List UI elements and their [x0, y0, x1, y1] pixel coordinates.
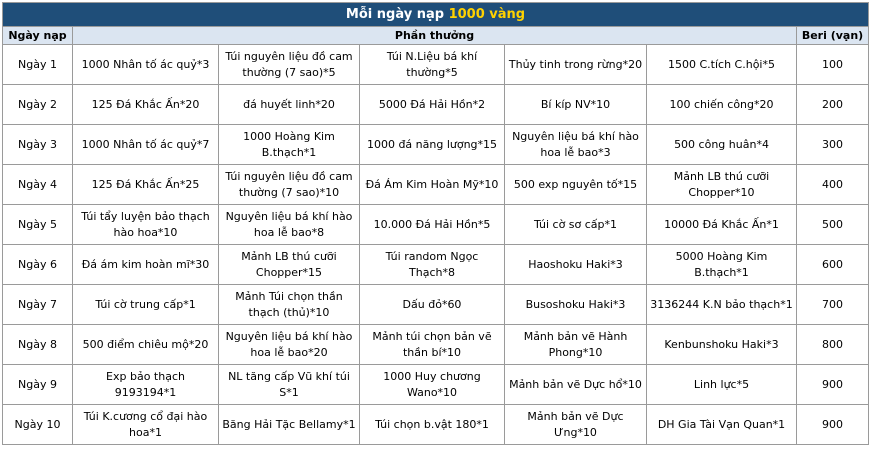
beri-cell: 700	[797, 285, 869, 325]
reward-cell: Túi chọn b.vật 180*1	[360, 405, 505, 445]
table-title	[3, 3, 869, 27]
reward-cell: 100 chiến công*20	[647, 85, 797, 125]
reward-cell: Bí kíp NV*10	[505, 85, 647, 125]
reward-cell: DH Gia Tài Vạn Quan*1	[647, 405, 797, 445]
beri-cell: 400	[797, 165, 869, 205]
beri-cell: 300	[797, 125, 869, 165]
table-row	[3, 45, 869, 85]
reward-cell: 125 Đá Khắc Ấn*20	[73, 85, 219, 125]
reward-cell: 500 exp nguyên tố*15	[505, 165, 647, 205]
beri-cell: 600	[797, 245, 869, 285]
table-row	[3, 365, 869, 405]
reward-cell: Kenbunshoku Haki*3	[647, 325, 797, 365]
reward-cell: Mảnh túi chọn bản vẽ thần bí*10	[360, 325, 505, 365]
reward-cell: 1000 Nhân tố ác quỷ*7	[73, 125, 219, 165]
header-beri: Beri (vạn)	[797, 27, 869, 45]
reward-cell: Đá ám kim hoàn mĩ*30	[73, 245, 219, 285]
reward-cell: 3136244 K.N bảo thạch*1	[647, 285, 797, 325]
beri-cell: 200	[797, 85, 869, 125]
reward-cell: 10000 Đá Khắc Ấn*1	[647, 205, 797, 245]
table-row	[3, 325, 869, 365]
table-row	[3, 205, 869, 245]
reward-cell: Mảnh Túi chọn thần thạch (thủ)*10	[219, 285, 360, 325]
day-cell: Ngày 5	[3, 205, 73, 245]
beri-cell: 900	[797, 405, 869, 445]
table-row	[3, 245, 869, 285]
reward-cell: Mảnh LB thú cưỡi Chopper*15	[219, 245, 360, 285]
reward-cell: Túi random Ngọc Thạch*8	[360, 245, 505, 285]
table-row	[3, 85, 869, 125]
header-rewards: Phần thưởng	[73, 27, 797, 45]
reward-cell: 1000 đá năng lượng*15	[360, 125, 505, 165]
day-cell: Ngày 4	[3, 165, 73, 205]
reward-cell: Túi K.cương cổ đại hào hoa*1	[73, 405, 219, 445]
reward-cell: Túi cờ trung cấp*1	[73, 285, 219, 325]
beri-cell: 100	[797, 45, 869, 85]
reward-cell: Mảnh bản vẽ Hành Phong*10	[505, 325, 647, 365]
reward-cell: 5000 Hoàng Kim B.thạch*1	[647, 245, 797, 285]
reward-cell: Haoshoku Haki*3	[505, 245, 647, 285]
reward-cell: Băng Hải Tặc Bellamy*1	[219, 405, 360, 445]
reward-cell: Nguyên liệu bá khí hào hoa lễ bao*8	[219, 205, 360, 245]
reward-cell: 1500 C.tích C.hội*5	[647, 45, 797, 85]
title-prefix: Mỗi ngày nạp	[345, 6, 445, 22]
reward-cell: Đá Ám Kim Hoàn Mỹ*10	[360, 165, 505, 205]
reward-cell: Linh lực*5	[647, 365, 797, 405]
reward-cell: 1000 Nhân tố ác quỷ*3	[73, 45, 219, 85]
table-row	[3, 125, 869, 165]
reward-cell: Túi cờ sơ cấp*1	[505, 205, 647, 245]
reward-cell: Exp bảo thạch 9193194*1	[73, 365, 219, 405]
title-amount: 1000 vàng	[448, 6, 526, 22]
reward-cell: 1000 Hoàng Kim B.thạch*1	[219, 125, 360, 165]
reward-cell: Túi tẩy luyện bảo thạch hào hoa*10	[73, 205, 219, 245]
title-row	[3, 3, 869, 27]
beri-cell: 500	[797, 205, 869, 245]
day-cell: Ngày 2	[3, 85, 73, 125]
day-cell: Ngày 7	[3, 285, 73, 325]
day-cell: Ngày 3	[3, 125, 73, 165]
day-cell: Ngày 6	[3, 245, 73, 285]
reward-cell: Nguyên liệu bá khí hào hoa lễ bao*3	[505, 125, 647, 165]
day-cell: Ngày 10	[3, 405, 73, 445]
reward-cell: Mảnh bản vẽ Dực Ưng*10	[505, 405, 647, 445]
reward-cell: Mảnh LB thú cưỡi Chopper*10	[647, 165, 797, 205]
day-cell: Ngày 9	[3, 365, 73, 405]
reward-cell: 10.000 Đá Hải Hồn*5	[360, 205, 505, 245]
reward-cell: 125 Đá Khắc Ấn*25	[73, 165, 219, 205]
day-cell: Ngày 1	[3, 45, 73, 85]
reward-table	[2, 2, 869, 445]
table-row	[3, 285, 869, 325]
reward-cell: Túi nguyên liệu đồ cam thường (7 sao)*5	[219, 45, 360, 85]
beri-cell: 800	[797, 325, 869, 365]
reward-cell: Thủy tinh trong rừng*20	[505, 45, 647, 85]
reward-cell: đá huyết linh*20	[219, 85, 360, 125]
reward-cell: NL tăng cấp Vũ khí túi S*1	[219, 365, 360, 405]
reward-cell: 5000 Đá Hải Hồn*2	[360, 85, 505, 125]
reward-cell: 500 điểm chiêu mộ*20	[73, 325, 219, 365]
reward-cell: Túi nguyên liệu đồ cam thường (7 sao)*10	[219, 165, 360, 205]
reward-cell: Nguyên liệu bá khí hào hoa lễ bao*20	[219, 325, 360, 365]
day-cell: Ngày 8	[3, 325, 73, 365]
table-row	[3, 165, 869, 205]
reward-cell: Busoshoku Haki*3	[505, 285, 647, 325]
reward-cell: Túi N.Liệu bá khí thường*5	[360, 45, 505, 85]
table-row	[3, 405, 869, 445]
beri-cell: 900	[797, 365, 869, 405]
header-row	[3, 27, 869, 45]
header-day: Ngày nạp	[3, 27, 73, 45]
reward-cell: Dấu đỏ*60	[360, 285, 505, 325]
reward-cell: 1000 Huy chương Wano*10	[360, 365, 505, 405]
reward-cell: Mảnh bản vẽ Dực hổ*10	[505, 365, 647, 405]
reward-cell: 500 công huân*4	[647, 125, 797, 165]
